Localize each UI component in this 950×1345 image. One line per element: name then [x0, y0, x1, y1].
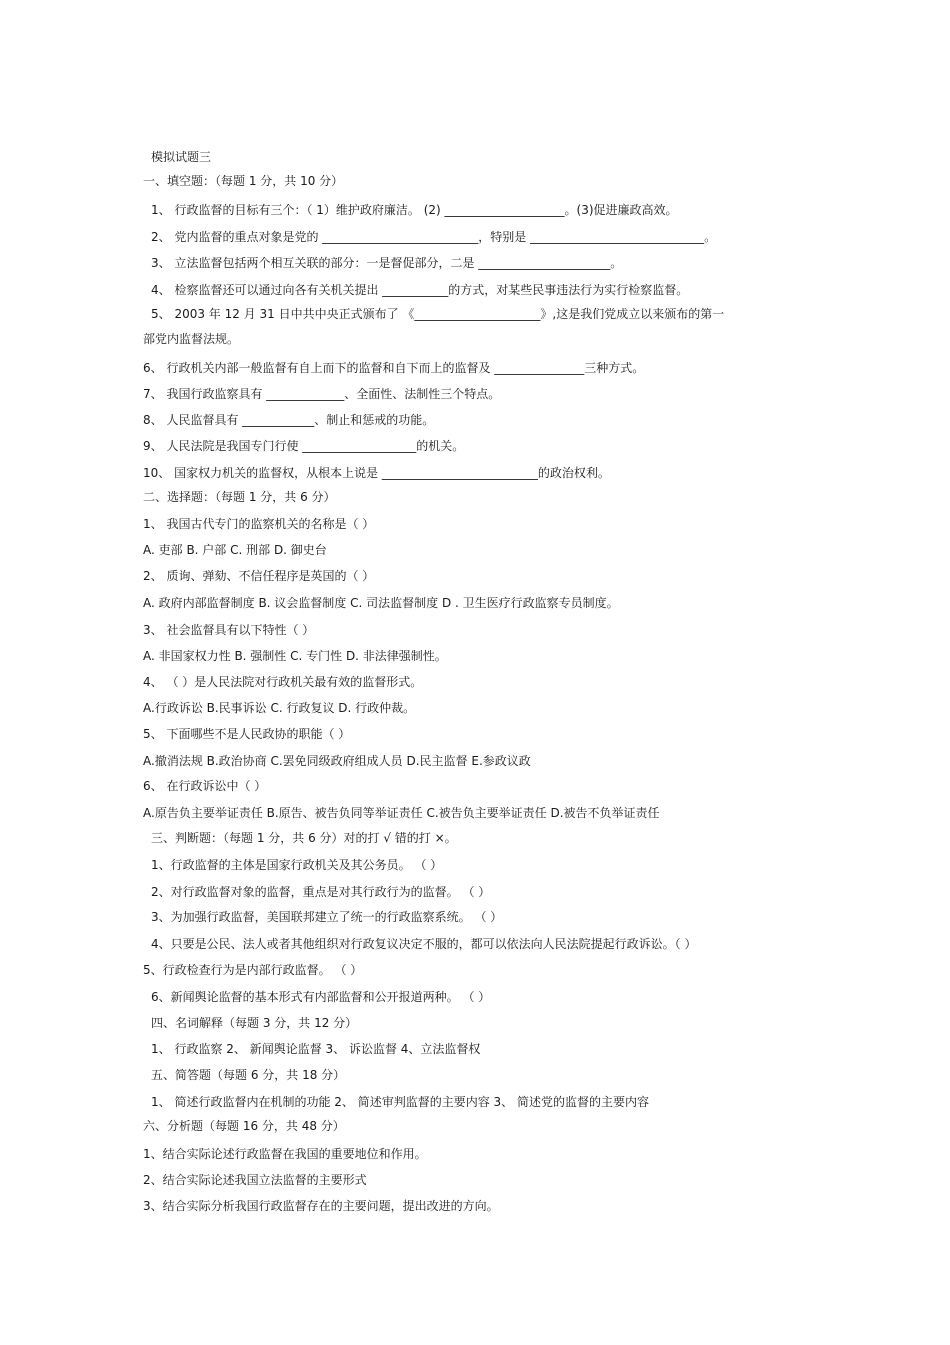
s2-q3-options: A. 非国家权力性 B. 强制性 C. 专门性 D. 非法律强制性。	[143, 649, 447, 663]
s6-q2: 2、结合实际论述我国立法监督的主要形式	[143, 1173, 367, 1187]
s1-q3: 3、 立法监督包括两个相互关联的部分：一是督促部分，二是 ______________________。	[151, 256, 623, 270]
s2-q4-options: A.行政诉讼 B.民事诉讼 C. 行政复议 D. 行政仲裁。	[143, 701, 416, 715]
s5-items: 1、 简述行政监督内在机制的功能 2、 简述审判监督的主要内容 3、 简述党的监督的主要内容	[151, 1095, 649, 1109]
section2-heading: 二、选择题：（每题 1 分，共 6 分）	[143, 490, 336, 504]
s3-q4: 4、只要是公民、法人或者其他组织对行政复议决定不服的，都可以依法向人民法院提起行政诉讼。（ ）	[151, 937, 697, 951]
s2-q3: 3、 社会监督具有以下特性（ ）	[143, 623, 315, 637]
s2-q5-options: A.撤消法规 B.政治协商 C.罢免同级政府组成人员 D.民主监督 E.参政议政	[143, 754, 531, 768]
s1-q8: 8、 人民监督具有 ____________、制止和惩戒的功能。	[143, 413, 435, 427]
s3-q6: 6、新闻舆论监督的基本形式有内部监督和公开报道两种。 （ ）	[151, 990, 491, 1004]
section6-heading: 六、分析题（每题 16 分，共 48 分）	[143, 1119, 345, 1133]
s3-q5: 5、行政检查行为是内部行政监督。 （ ）	[143, 963, 363, 977]
s2-q1-options: A. 吏部 B. 户部 C. 刑部 D. 御史台	[143, 543, 327, 557]
s1-q7: 7、 我国行政监察具有 _____________、全面性、法制性三个特点。	[143, 387, 501, 401]
s1-q2: 2、 党内监督的重点对象是党的 __________________________，特别是 _____________________________。	[151, 230, 717, 244]
section1-heading: 一、填空题：（每题 1 分，共 10 分）	[143, 174, 344, 188]
s3-q3: 3、为加强行政监督，美国联邦建立了统一的行政监察系统。 （ ）	[151, 910, 503, 924]
section3-heading: 三、判断题：（每题 1 分，共 6 分）对的打 √ 错的打 ×。	[151, 831, 457, 845]
s1-q4: 4、 检察监督还可以通过向各有关机关提出 ___________的方式，对某些民事违法行为实行检察监督。	[151, 283, 689, 297]
s1-q6: 6、 行政机关内部一般监督有自上而下的监督和自下而上的监督及 _______________三种方式。	[143, 361, 645, 375]
s1-q1: 1、 行政监督的目标有三个：（ 1）维护政府廉洁。 (2) ____________________。(3)促进廉政高效。	[151, 203, 678, 217]
s2-q2: 2、 质询、弹劾、不信任程序是英国的（ ）	[143, 569, 375, 583]
s2-q1: 1、 我国古代专门的监察机关的名称是（ ）	[143, 517, 375, 531]
s2-q4: 4、 （ ）是人民法院对行政机关最有效的监督形式。	[143, 675, 423, 689]
section5-heading: 五、简答题（每题 6 分，共 18 分）	[151, 1068, 346, 1082]
s1-q10: 10、 国家权力机关的监督权，从根本上说是 __________________________的政治权利。	[143, 466, 610, 480]
s3-q1: 1、行政监督的主体是国家行政机关及其公务员。 （ ）	[151, 858, 443, 872]
doc-title: 模拟试题三	[151, 150, 212, 164]
s6-q3: 3、结合实际分析我国行政监督存在的主要问题，提出改进的方向。	[143, 1199, 499, 1213]
s4-items: 1、 行政监察 2、 新闻舆论监督 3、 诉讼监督 4、立法监督权	[151, 1042, 481, 1056]
s1-q5-line2: 部党内监督法规。	[143, 332, 240, 346]
s2-q6: 6、 在行政诉讼中（ ）	[143, 779, 267, 793]
s2-q2-options: A. 政府内部监督制度 B. 议会监督制度 C. 司法监督制度 D . 卫生医疗行政监察专员制度。	[143, 596, 619, 610]
s3-q2: 2、对行政监督对象的监督，重点是对其行政行为的监督。 （ ）	[151, 885, 491, 899]
section4-heading: 四、名词解释（每题 3 分，共 12 分）	[151, 1016, 358, 1030]
s1-q5-line1: 5、 2003 年 12 月 31 日中共中央正式颁布了 《_____________________》,这是我们党成立以来颁布的第一	[151, 307, 725, 321]
s1-q9: 9、 人民法院是我国专门行使 ___________________的机关。	[143, 439, 465, 453]
s2-q6-options: A.原告负主要举证责任 B.原告、被告负同等举证责任 C.被告负主要举证责任 D.被告不负举证责任	[143, 806, 660, 820]
s6-q1: 1、结合实际论述行政监督在我国的重要地位和作用。	[143, 1147, 427, 1161]
s2-q5: 5、 下面哪些不是人民政协的职能（ ）	[143, 727, 351, 741]
